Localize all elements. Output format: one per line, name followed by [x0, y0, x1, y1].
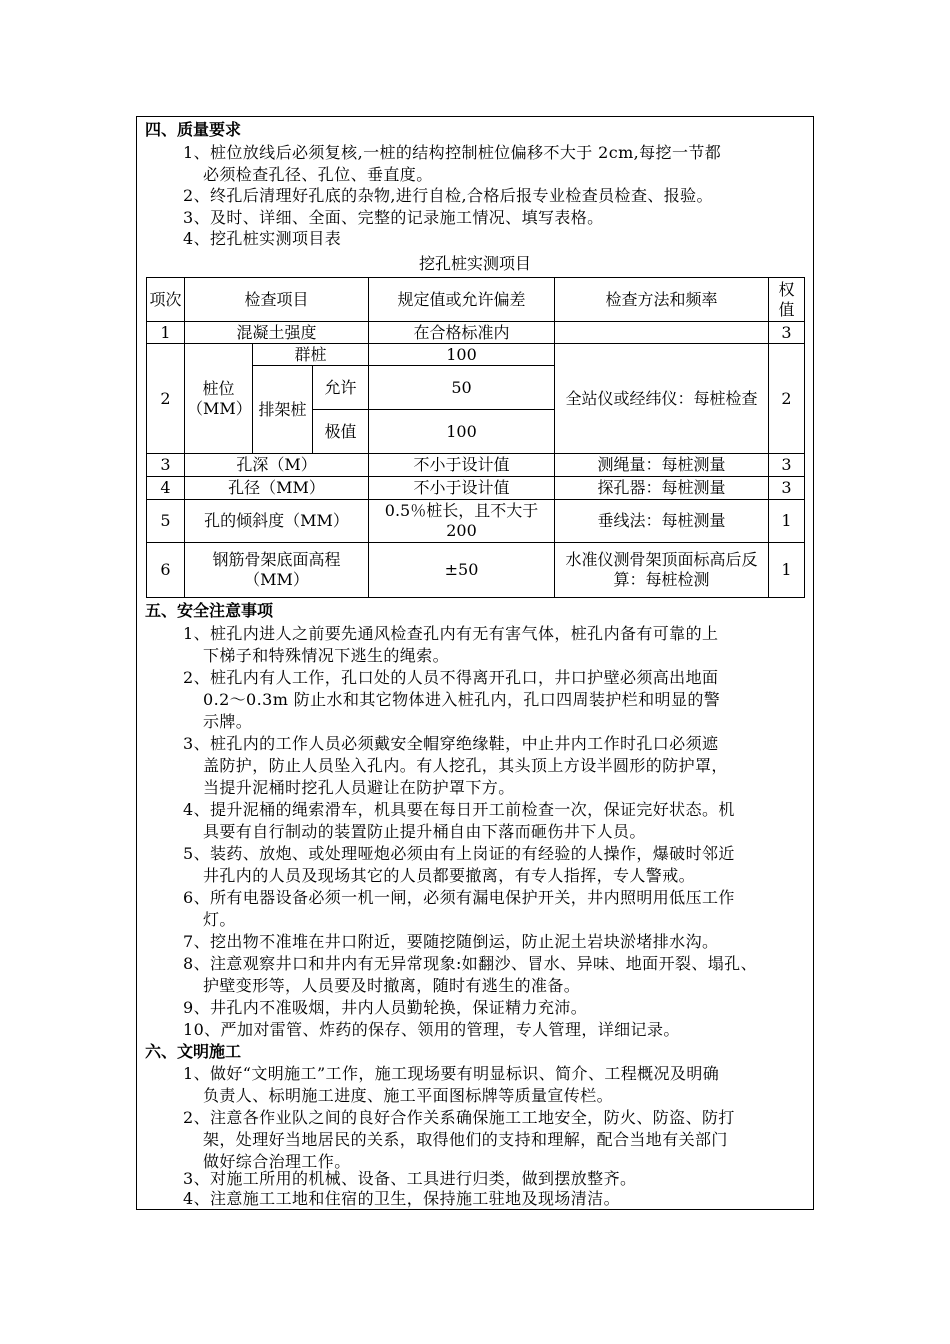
- spec-table: [146, 277, 805, 598]
- s5-line: 5、装药、放炮、或处理哑炮必须由有上岗证的有经验的人操作，爆破时邻近: [183, 844, 735, 863]
- cell-subitem: 极值: [313, 410, 369, 454]
- cell-item: 孔径（MM）: [185, 477, 369, 500]
- cell-index: 4: [147, 477, 185, 500]
- cell-weight: 3: [769, 477, 805, 500]
- cell-index: 5: [147, 500, 185, 543]
- table-header-row: [147, 278, 805, 322]
- header-spec: 规定值或允许偏差: [369, 278, 555, 322]
- cell-spec: 不小于设计值: [369, 454, 555, 477]
- header-item: 检查项目: [185, 278, 369, 322]
- cell-item: 桩位（MM）: [185, 344, 253, 454]
- cell-subitem: 群桩: [253, 344, 369, 366]
- cell-method: 水准仪测骨架顶面标高后反算：每桩检测: [555, 543, 769, 598]
- table-row: [147, 477, 805, 500]
- s5-line: 示牌。: [203, 712, 253, 731]
- cell-subitem: 排架桩: [253, 366, 313, 454]
- s5-line: 8、注意观察井口和井内有无异常现象:如翻沙、冒水、异味、地面开裂、塌孔、: [183, 954, 757, 973]
- s5-line: 7、挖出物不准堆在井口附近，要随挖随倒运，防止泥土岩块淤堵排水沟。: [183, 932, 719, 951]
- cell-index: 6: [147, 543, 185, 598]
- cell-spec: 在合格标准内: [369, 322, 555, 344]
- cell-item: 孔深（M）: [185, 454, 369, 477]
- cell-method: [555, 322, 769, 344]
- cell-method: 垂线法：每桩测量: [555, 500, 769, 543]
- cell-method: 测绳量：每桩测量: [555, 454, 769, 477]
- s5-line: 井孔内的人员及现场其它的人员都要撤离，有专人指挥，专人警戒。: [203, 866, 696, 885]
- s5-line: 3、桩孔内的工作人员必须戴安全帽穿绝缘鞋，中止井内工作时孔口必须遮: [183, 734, 719, 753]
- s5-line: 灯。: [203, 910, 236, 929]
- s4-line-3: 2、终孔后清理好孔底的杂物,进行自检,合格后报专业检查员检查、报验。: [183, 186, 713, 205]
- cell-index: 3: [147, 454, 185, 477]
- s5-line: 下梯子和特殊情况下逃生的绳索。: [203, 646, 450, 665]
- s6-line: 2、注意各作业队之间的良好合作关系确保施工工地安全，防火、防盗、防打: [183, 1108, 735, 1127]
- cell-weight: 3: [769, 454, 805, 477]
- cell-subitem: 允许: [313, 366, 369, 410]
- s5-line: 2、桩孔内有人工作，孔口处的人员不得离开孔口，井口护壁必须高出地面: [183, 668, 719, 687]
- s4-line-2: 必须检查孔径、孔位、垂直度。: [203, 165, 433, 184]
- cell-weight: 1: [769, 543, 805, 598]
- cell-spec: 100: [369, 344, 555, 366]
- table-row: [147, 344, 805, 366]
- s5-line: 1、桩孔内进人之前要先通风检查孔内有无有害气体，桩孔内备有可靠的上: [183, 624, 719, 643]
- section6-title: 六、文明施工: [145, 1042, 242, 1061]
- cell-spec: ±50: [369, 543, 555, 598]
- cell-item: 钢筋骨架底面高程（MM）: [185, 543, 369, 598]
- table-row: [147, 543, 805, 598]
- table-caption: 挖孔桩实测项目: [418, 254, 531, 273]
- header-method: 检查方法和频率: [555, 278, 769, 322]
- cell-spec: 100: [369, 410, 555, 454]
- table-row: [147, 454, 805, 477]
- s5-line: 当提升泥桶时挖孔人员避让在防护罩下方。: [203, 778, 515, 797]
- s6-line: 4、注意施工工地和住宿的卫生，保持施工驻地及现场清洁。: [183, 1189, 620, 1208]
- s4-line-5: 4、挖孔桩实测项目表: [183, 229, 342, 248]
- cell-spec: 不小于设计值: [369, 477, 555, 500]
- s5-line: 6、所有电器设备必须一机一闸，必须有漏电保护开关，井内照明用低压工作: [183, 888, 735, 907]
- table-row: [147, 500, 805, 543]
- cell-weight: 3: [769, 322, 805, 344]
- header-index: 项次: [147, 278, 185, 322]
- s5-line: 盖防护，防止人员坠入孔内。有人挖孔，其头顶上方设半圆形的防护罩，: [203, 756, 728, 775]
- s5-line: 护壁变形等，人员要及时撤离，随时有逃生的准备。: [203, 976, 581, 995]
- cell-weight: 1: [769, 500, 805, 543]
- table-row: [147, 322, 805, 344]
- s4-line-1: 1、桩位放线后必须复核,一桩的结构控制桩位偏移不大于 2cm,每挖一节都: [183, 143, 722, 162]
- cell-index: 1: [147, 322, 185, 344]
- s6-line: 负责人、标明施工进度、施工平面图标牌等质量宣传栏。: [203, 1086, 614, 1105]
- cell-method: 全站仪或经纬仪：每桩检查: [555, 344, 769, 454]
- s5-line: 9、井孔内不准吸烟，井内人员勤轮换，保证精力充沛。: [183, 998, 588, 1017]
- cell-item: 混凝土强度: [185, 322, 369, 344]
- cell-spec: 50: [369, 366, 555, 410]
- cell-index: 2: [147, 344, 185, 454]
- s5-line: 4、提升泥桶的绳索滑车，机具要在每日开工前检查一次，保证完好状态。机: [183, 800, 735, 819]
- s5-line: 0.2～0.3m 防止水和其它物体进入桩孔内，孔口四周装护栏和明显的警: [203, 690, 721, 709]
- s6-line: 架，处理好当地居民的关系，取得他们的支持和理解，配合当地有关部门: [203, 1130, 728, 1149]
- s6-line: 做好综合治理工作。: [203, 1152, 351, 1171]
- header-weight: 权值: [769, 278, 805, 322]
- section5-title: 五、安全注意事项: [145, 601, 274, 620]
- s4-line-4: 3、及时、详细、全面、完整的记录施工情况、填写表格。: [183, 208, 604, 227]
- s6-line: 3、对施工所用的机械、设备、工具进行归类，做到摆放整齐。: [183, 1169, 637, 1188]
- s6-line: 1、做好“文明施工”工作，施工现场要有明显标识、简介、工程概况及明确: [183, 1064, 720, 1083]
- cell-weight: 2: [769, 344, 805, 454]
- cell-spec: 0.5％桩长，且不大于200: [369, 500, 555, 543]
- s5-line: 10、严加对雷管、炸药的保存、领用的管理，专人管理，详细记录。: [183, 1020, 680, 1039]
- section4-title: 四、质量要求: [145, 120, 242, 139]
- cell-method: 探孔器：每桩测量: [555, 477, 769, 500]
- cell-item: 孔的倾斜度（MM）: [185, 500, 369, 543]
- s5-line: 具要有自行制动的装置防止提升桶自由下落而砸伤井下人员。: [203, 822, 646, 841]
